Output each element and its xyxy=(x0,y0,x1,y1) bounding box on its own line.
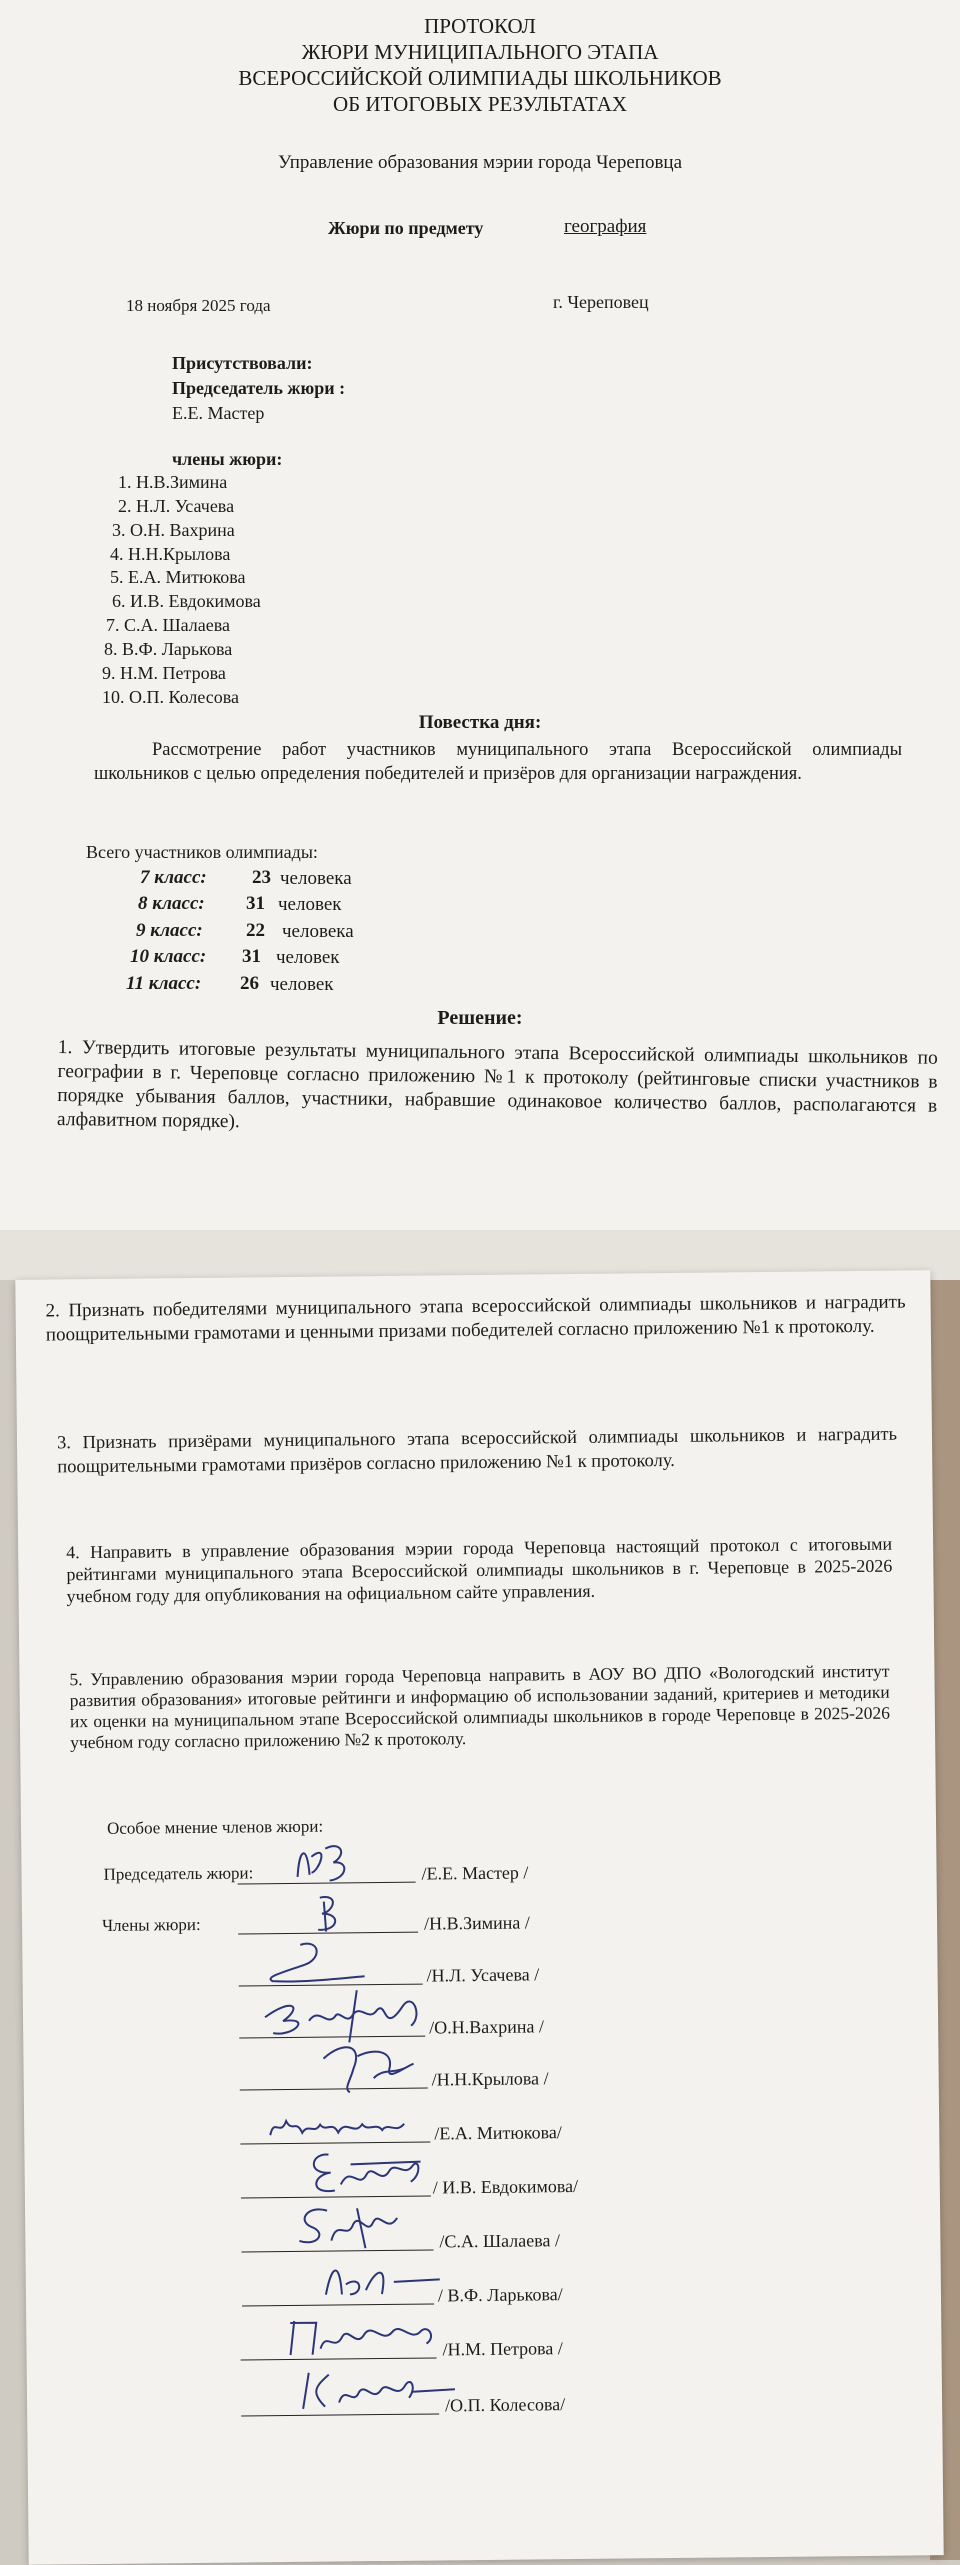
member-6: 6. И.В. Евдокимова xyxy=(112,591,261,611)
member-2: 2. Н.Л. Усачева xyxy=(118,496,235,516)
decision-item-1: 1. Утвердить итоговые результаты муниципального этапа Всероссийской олимпиады школьников по географии в г. Череповце согласно приложению №1 к протоколу (рейтинговые списки участников в порядке убывания баллов, участники, набравшие одинаковое количество баллов, располагаются в алфавитном порядке). xyxy=(56,1036,938,1133)
title-jury: ЖЮРИ МУНИЦИПАЛЬНОГО ЭТАПА xyxy=(301,40,659,64)
grade-9-word: человека xyxy=(282,921,354,942)
signature-member-6 xyxy=(300,2144,431,2201)
signature-member-4 xyxy=(313,2038,424,2095)
grade-10: 10 класс: xyxy=(130,946,207,967)
signature-member-3 xyxy=(253,1985,434,2045)
protocol-page-1 xyxy=(0,0,960,1230)
sign-name-chair: /Е.Е. Мастер / xyxy=(421,1862,529,1884)
grade-8: 8 класс: xyxy=(138,893,205,914)
city: г. Череповец xyxy=(553,292,649,312)
member-5: 5. Е.А. Митюкова xyxy=(110,567,246,587)
grade-11-count: 26 xyxy=(240,973,259,994)
grade-10-word: человек xyxy=(276,947,340,968)
grade-10-count: 31 xyxy=(242,946,261,967)
grade-8-word: человек xyxy=(278,894,342,915)
grade-8-count: 31 xyxy=(246,893,265,914)
sign-name-5: /Е.А. Митюкова/ xyxy=(434,2122,562,2144)
sign-name-3: /О.Н.Вахрина / xyxy=(429,2016,544,2038)
sign-name-8: / В.Ф. Ларькова/ xyxy=(437,2284,563,2306)
title-olympiad: ВСЕРОССИЙСКОЙ ОЛИМПИАДЫ ШКОЛЬНИКОВ xyxy=(238,66,722,90)
members-sign-label: Члены жюри: xyxy=(101,1914,201,1935)
signature-member-8 xyxy=(306,2253,447,2304)
grade-11: 11 класс: xyxy=(126,973,202,994)
decision-item-4: 4. Направить в управление образования мэрии города Череповца настоящий протокол с итоговыми рейтингами муниципального этапа Всероссийской олимпиады школьников в г. Череповце в 2025-2026 учебном году для опубликования на официальном сайте управления. xyxy=(66,1533,893,1607)
participants-total-label: Всего участников олимпиады: xyxy=(86,842,318,862)
member-10: 10. О.П. Колесова xyxy=(102,687,240,707)
jury-subject-label: Жюри по предмету xyxy=(328,218,484,238)
sign-name-7: /С.А. Шалаева / xyxy=(439,2230,561,2252)
sign-name-6: / И.В. Евдокимова/ xyxy=(432,2175,579,2198)
sign-name-2: /Н.Л. Усачева / xyxy=(426,1964,540,1986)
grade-11-word: человек xyxy=(270,974,334,995)
member-8: 8. В.Ф. Ларькова xyxy=(104,639,233,659)
decision-title: Решение: xyxy=(437,1007,523,1029)
signature-member-7 xyxy=(287,2200,418,2251)
special-opinion-label: Особое мнение членов жюри: xyxy=(106,1816,324,1838)
department: Управление образования мэрии города Череповца xyxy=(277,152,683,173)
signature-member-1 xyxy=(310,1891,350,1935)
agenda-title: Повестка дня: xyxy=(418,712,542,733)
member-3: 3. О.Н. Вахрина xyxy=(112,520,235,540)
signature-chair xyxy=(289,1836,360,1887)
subject: география xyxy=(564,216,647,237)
title-results: ОБ ИТОГОВЫХ РЕЗУЛЬТАТАХ xyxy=(332,92,628,116)
sign-name-4: /Н.Н.Крылова / xyxy=(431,2068,549,2090)
protocol-page-2 xyxy=(15,1270,943,2565)
decision-item-5: 5. Управлению образования мэрии города Череповца направить в АОУ ВО ДПО «Вологодский институт развития образования» итоговые рейтинги и информацию об использовании заданий, критериев и методики их оценки на муниципальном этапе Всероссийской олимпиады школьников в городе Череповце в 2025-2026 учебном году согласно приложению №2 к протоколу. xyxy=(69,1660,890,1753)
signature-member-2 xyxy=(260,1936,371,1987)
date: 18 ноября 2025 года xyxy=(126,296,271,315)
signature-member-9 xyxy=(276,2307,447,2361)
decision-item-2: 2. Признать победителями муниципального этапа всероссийской олимпиады школьников и наградить поощрительными грамотами и ценными призами победителей согласно приложению №1 к протоколу. xyxy=(45,1291,906,1346)
grade-7-word: человека xyxy=(280,868,352,889)
grade-7-count: 23 xyxy=(252,867,271,888)
decision-item-3: 3. Признать призёрами муниципального этапа всероссийской олимпиады школьников и наградить поощрительными грамотами призёров согласно приложению №1 к протоколу. xyxy=(56,1424,898,1478)
chair-label: Председатель жюри : xyxy=(172,378,346,398)
signature-member-10 xyxy=(289,2361,460,2415)
grade-7: 7 класс: xyxy=(140,867,207,888)
member-9: 9. Н.М. Петрова xyxy=(102,663,226,683)
member-1: 1. Н.В.Зимина xyxy=(118,472,228,492)
chair-name: Е.Е. Мастер xyxy=(172,403,265,423)
member-4: 4. Н.Н.Крылова xyxy=(110,544,231,564)
grade-9-count: 22 xyxy=(246,920,265,941)
title-protocol: ПРОТОКОЛ xyxy=(424,14,536,38)
members-label: члены жюри: xyxy=(172,449,283,469)
agenda-text: Рассмотрение работ участников муниципального этапа Всероссийской олимпиады школьников с целью определения победителей и призёров для организации награждения. xyxy=(94,740,902,784)
sign-name-10: /О.П. Колесова/ xyxy=(445,2394,566,2416)
signature-member-5 xyxy=(264,2102,414,2144)
grade-9: 9 класс: xyxy=(136,920,203,941)
sign-name-1: /Н.В.Зимина / xyxy=(423,1912,530,1934)
chair-sign-label: Председатель жюри: xyxy=(103,1863,254,1884)
sign-name-9: /Н.М. Петрова / xyxy=(442,2338,563,2360)
member-7: 7. С.А. Шалаева xyxy=(106,615,231,635)
present-label: Присутствовали: xyxy=(172,353,313,373)
